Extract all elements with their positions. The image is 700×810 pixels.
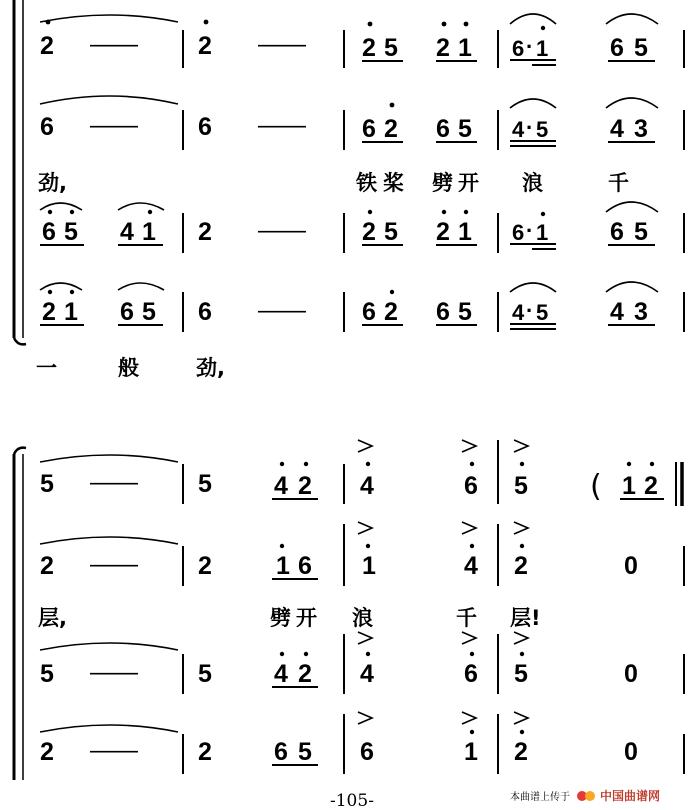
note: 1 [536,36,549,61]
note: 4 [610,298,624,326]
lyric-syllable: 开 [296,606,317,630]
dash-sustain: —— [90,31,138,58]
dot-above [70,290,74,294]
accent-mark [358,632,372,644]
dot-above [390,290,394,294]
note: 6 [436,115,450,143]
note: 4 [512,117,525,142]
page-number: -105- [330,791,374,810]
dot-above [470,652,474,656]
note: 6 [360,738,374,766]
dot-above [520,652,524,656]
lyric-syllable: 浪 [522,171,543,195]
dot-above [650,462,654,466]
note: 5 [458,115,472,143]
slur [606,98,658,108]
row-1 [40,14,684,68]
note: 2 [198,32,212,60]
note: 2 [384,298,398,326]
lyric-syllable: 般 [118,356,139,380]
site-logo-icon-secondary [585,791,595,801]
lyric-syllable: 劲, [38,171,67,195]
dot-above [366,462,370,466]
dot-above [46,20,51,25]
note: 2 [298,472,312,500]
lyric-syllable: 一 [36,356,57,380]
note: 4 [512,300,525,325]
accent-mark [462,632,476,644]
dot-above [442,22,447,27]
accent-mark [514,522,528,534]
row-1 [40,440,682,506]
note: 6 [198,113,212,141]
lyrics-line-1 [38,171,629,195]
note: 6 [198,298,212,326]
tie-arc [40,455,178,462]
lyric-syllable: 千 [456,606,477,630]
dash-sustain: —— [90,551,138,578]
note: 4 [464,552,478,580]
slur [606,14,658,24]
note: 1 [64,298,78,326]
note: 5 [40,470,54,498]
dot-above [70,210,74,214]
note: 6 [610,34,624,62]
note: 5 [64,218,78,246]
note: 3 [634,115,648,143]
lyric-syllable: 层! [510,606,541,630]
row-2 [40,522,684,586]
note: 2 [40,32,54,60]
note: 1 [536,220,549,245]
accent-mark [462,522,476,534]
note: 6 [512,36,525,61]
note: 5 [514,472,528,500]
note: 2 [298,660,312,688]
lyric-syllable: 劈 [432,171,453,195]
lyric-syllable: 千 [608,171,629,195]
note: 6 [274,738,288,766]
note: 5 [40,660,54,688]
lyric-syllable: 劈 [270,606,291,630]
note: 2 [514,738,528,766]
lyrics-line-3 [38,606,541,630]
lyric-syllable: 层, [38,606,67,630]
bracket-hook [14,338,26,344]
slur [606,282,658,292]
dot-above [470,462,474,466]
note: 2 [362,34,376,62]
note: 4 [120,218,134,246]
dot-above [541,26,545,30]
system-1 [14,0,684,380]
dot-above [304,462,308,466]
note: 1 [622,472,636,500]
accent-mark [358,522,372,534]
lyric-syllable: 开 [458,171,479,195]
note: 3 [634,298,648,326]
tie-arc [40,96,178,104]
dash-sustain: —— [258,217,306,244]
note: 2 [362,218,376,246]
slur [40,203,82,210]
note: 6 [464,472,478,500]
lyrics-line-2 [36,356,225,380]
slur [510,14,556,24]
dot-above [304,652,308,656]
dot-above [541,212,545,216]
tie-arc [40,643,178,650]
dot-above [442,210,446,214]
dot-above [464,210,468,214]
note: 2 [436,34,450,62]
dot-above [627,462,631,466]
note: 2 [644,472,658,500]
slur [118,283,164,290]
note: 5 [514,660,528,688]
dash-sustain: —— [90,737,138,764]
note: 6 [120,298,134,326]
note: 2 [514,552,528,580]
dash-sustain: —— [258,112,306,139]
note: 6 [610,218,624,246]
note: 6 [362,298,376,326]
dot-above [464,22,469,27]
note: 4 [610,115,624,143]
note: 2 [40,552,54,580]
bracket-paren: ( [590,469,602,504]
note: 5 [634,218,648,246]
accent-mark [514,632,528,644]
note-dot: · [526,298,534,323]
note: 6 [362,115,376,143]
dash-sustain: —— [258,31,306,58]
note: 6 [40,113,54,141]
system-2 [14,440,684,780]
dot-above [520,462,524,466]
row-4 [40,282,684,332]
slur [510,283,556,292]
dot-above [368,22,373,27]
note: 2 [198,738,212,766]
note: 5 [384,218,398,246]
dot-above [390,103,395,108]
note: 1 [464,738,478,766]
dot-above [368,210,372,214]
row-4 [40,712,684,774]
slur [606,202,658,212]
note: 5 [198,470,212,498]
note: 2 [40,738,54,766]
dot-above [520,544,524,548]
note: 1 [142,218,156,246]
note: 2 [384,115,398,143]
note: 4 [274,660,288,688]
note: 6 [298,552,312,580]
dot-above [470,730,474,734]
dot-above [148,210,152,214]
note: 5 [634,34,648,62]
note: 6 [436,298,450,326]
note: 4 [360,660,374,688]
footer-site-name[interactable]: 中国曲谱网 [600,789,661,803]
accent-mark [514,440,528,452]
row-2 [40,96,684,150]
slur [40,283,82,290]
accent-mark [462,712,476,724]
accent-mark [462,440,476,452]
note-dot: · [526,34,534,59]
note: 6 [464,660,478,688]
note-dot: · [526,115,534,140]
accent-mark [358,712,372,724]
dot-above [366,544,370,548]
site-logo [577,791,595,801]
note: 5 [536,117,549,142]
dash-sustain: —— [90,112,138,139]
note: 5 [458,298,472,326]
note: 5 [198,660,212,688]
note: 2 [198,218,212,246]
note: 6 [512,220,525,245]
footer-upload-text: 本曲谱上传于 [510,792,570,803]
dot-above [280,462,284,466]
dot-above [520,730,524,734]
lyric-syllable: 铁 [356,171,377,195]
rest: 0 [624,552,638,580]
note-dot: · [526,218,534,243]
slur [118,203,164,210]
note: 2 [198,552,212,580]
accent-mark [514,712,528,724]
note: 5 [142,298,156,326]
note: 6 [42,218,56,246]
note: 5 [536,300,549,325]
tie-arc [40,725,178,732]
lyric-syllable: 浪 [352,606,373,630]
dot-above [280,544,284,548]
dot-above [204,20,209,25]
lyric-syllable: 劲, [196,356,225,380]
rest: 0 [624,660,638,688]
tie-arc [40,15,178,22]
dot-above [366,652,370,656]
dash-sustain: —— [90,659,138,686]
note: 4 [274,472,288,500]
dash-sustain: —— [90,469,138,496]
tie-arc [40,537,178,544]
note: 5 [298,738,312,766]
note: 4 [360,472,374,500]
row-3 [40,632,684,694]
slur [510,99,556,108]
note: 1 [458,34,472,62]
note: 2 [436,218,450,246]
lyric-syllable: 桨 [383,171,404,195]
row-3 [40,202,684,253]
dot-above [48,290,52,294]
note: 1 [276,552,290,580]
rest: 0 [624,738,638,766]
dot-above [48,210,52,214]
note: 1 [362,552,376,580]
dot-above [280,652,284,656]
note: 5 [384,34,398,62]
note: 2 [42,298,56,326]
dot-above [470,544,474,548]
dash-sustain: —— [258,297,306,324]
bracket-hook [14,448,26,454]
accent-mark [358,440,372,452]
note: 1 [458,218,472,246]
